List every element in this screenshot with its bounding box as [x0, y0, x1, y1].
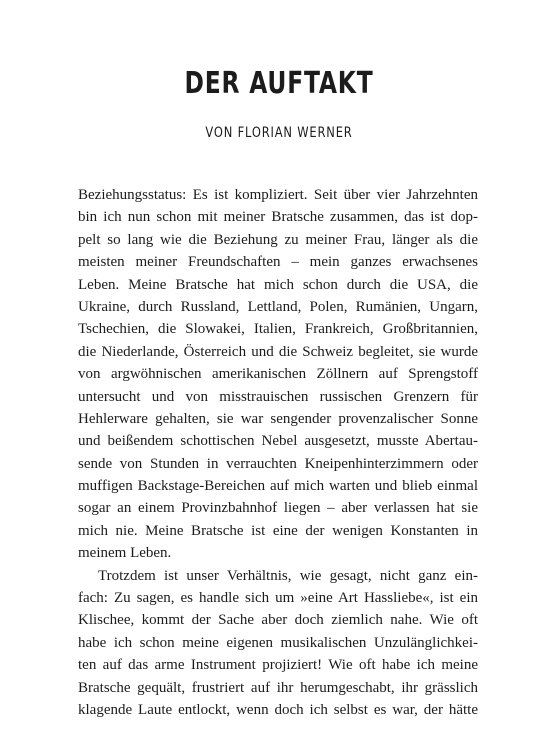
text-line: Beziehungsstatus: Es ist kompliziert. Seit über vier Jahrzehnten	[78, 187, 478, 203]
text-line: und beißendem schottischen Nebel ausgesetzt, musste Abertau-	[78, 433, 478, 450]
chapter-title: DER AUFTAKT	[184, 66, 374, 101]
text-line: von argwöhnischen amerikanischen Zöllnern auf Sprengstoff	[78, 366, 478, 383]
author-byline: VON FLORIAN WERNER	[205, 125, 353, 141]
text-line: Hehlerware gehalten, sie war sengender provenzalischer Sonne	[78, 410, 478, 427]
paragraph	[78, 184, 478, 565]
text-line: Leben. Meine Bratsche hat mich schon durch die USA, die	[78, 276, 478, 293]
text-line: muffigen Backstage-Bereichen auf mich warten und blieb einmal	[78, 478, 478, 495]
text-line: habe ich schon meine eigenen musikalischen Unzulänglichkei-	[78, 634, 478, 651]
text-line: ten auf das arme Instrument projiziert! Wie oft habe ich meine	[78, 657, 478, 674]
text-line: meinem Leben.	[78, 545, 172, 562]
text-line: Bratsche gequält, frustriert auf ihr herumgeschabt, ihr grässlich	[78, 679, 478, 696]
paragraph	[78, 565, 478, 722]
text-line: Klischee, kommt der Sache aber doch ziemlich nahe. Wie oft	[78, 612, 478, 629]
body-text	[78, 184, 478, 721]
text-line: bin ich nun schon mit meiner Bratsche zusammen, das ist dop-	[78, 209, 478, 226]
text-line: meisten meiner Freundschaften – mein ganzes erwachsenes	[78, 254, 478, 271]
text-line: Trotzdem ist unser Verhältnis, wie gesagt, nicht ganz ein-	[98, 567, 478, 584]
text-line: mich nie. Meine Bratsche ist eine der wenigen Konstanten in	[78, 522, 478, 539]
text-line: die Niederlande, Österreich und die Schweiz begleitet, sie wurde	[78, 343, 478, 360]
text-line: sogar an einem Provinzbahnhof liegen – aber verlassen hat sie	[78, 500, 478, 517]
text-line: pelt so lang wie die Beziehung zu meiner Frau, länger als die	[78, 231, 478, 248]
text-line: Ukraine, durch Russland, Lettland, Polen, Rumänien, Ungarn,	[78, 298, 478, 315]
text-line: fach: Zu sagen, es handle sich um »eine Art Hassliebe«, ist ein	[78, 590, 478, 607]
text-line: sende von Stunden in verrauchten Kneipenhinterzimmern oder	[78, 455, 478, 472]
text-line: untersucht und von misstrauischen russischen Grenzern für	[78, 388, 478, 405]
text-line: klagende Laute entlockt, wenn doch ich selbst es war, der hätte	[78, 701, 478, 718]
text-line: Tschechien, die Slowakei, Italien, Frankreich, Großbritannien,	[78, 321, 478, 338]
